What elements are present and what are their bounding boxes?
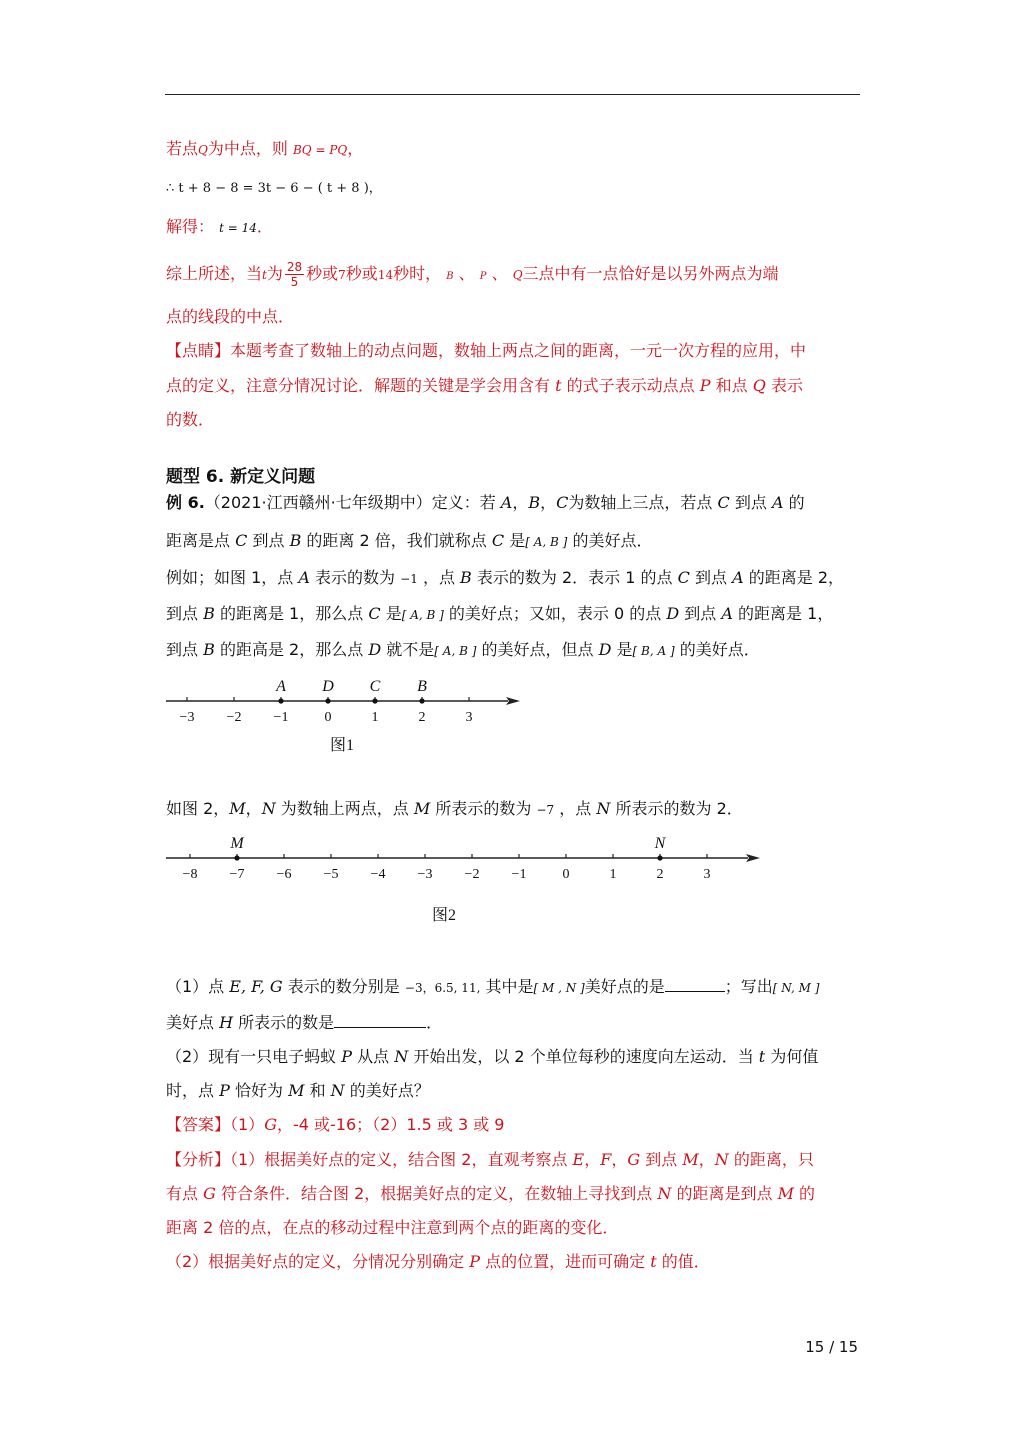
tick-label: −5 (323, 867, 339, 882)
point-d (325, 698, 330, 703)
question-1-line-2: 美好点 H 所表示的数是 ． (166, 1013, 443, 1032)
tick-label: 0 (562, 867, 570, 882)
tick-label: 0 (324, 710, 332, 725)
question-1-line-1: （1）点 E, F, G 表示的数分别是 −3，6.5, 11, 其中是[ M , N ]美好点的是 ；写出[ N, M ] (166, 977, 820, 996)
question-2-line-2: 时，点 P 恰好为 M 和 N 的美好点？ (166, 1081, 430, 1100)
solution-line-4: 综上所述，当t为 $\frac{28}{5}$ 秒或7秒或14秒时， B 、 P 、 Q三点中有一点恰好是以另外两点为端 (166, 260, 779, 289)
analysis-line-2: 有点 G 符合条件．结合图 2，根据美好点的定义，在数轴上寻找到点 N 的距离是到点 M 的 (166, 1184, 816, 1203)
tick-label: −3 (179, 710, 195, 725)
analysis-line-1: 【分析】（1）根据美好点的定义，结合图 2，直观考察点 E，F，G 到点 M，N 的距离，只 (166, 1150, 814, 1169)
tick-label: −4 (370, 867, 386, 882)
solution-equation: ∴ t + 8 − 8 = 3t − 6 − ( t + 8 )， (166, 181, 382, 196)
point-label-d: D (322, 678, 334, 695)
dianjing-line-1: 【点睛】本题考查了数轴上的动点问题，数轴上两点之间的距离，一元一次方程的应用，中 (166, 341, 807, 360)
tick-label: −7 (229, 867, 245, 882)
tick-label: 2 (418, 710, 426, 725)
point-label-m: M (230, 835, 244, 852)
point-label-n: N (654, 835, 666, 852)
header-rule (165, 94, 860, 95)
example-line-3: 例如；如图 1，点 A 表示的数为 −1 ，点 B 表示的数为 2．表示 1 的点 C 到点 A 的距离是 2， (166, 568, 845, 587)
figure-2-caption: 图2 (432, 907, 457, 924)
figure-1-caption: 图1 (330, 737, 355, 754)
point-c (372, 698, 377, 703)
tick-label: −1 (511, 867, 527, 882)
tick-label: 2 (656, 867, 664, 882)
example-line-5: 到点 B 的距高是 2，那么点 D 就不是[ A, B ] 的美好点，但点 D 是[ B, A ] 的美好点． (166, 640, 760, 659)
number-line-figure-2 (160, 830, 770, 890)
question-2-line-1: （2）现有一只电子蚂蚁 P 从点 N 开始出发，以 2 个单位每秒的速度向左运动．当 t 为何值 (166, 1047, 819, 1066)
tick-label: −8 (182, 867, 198, 882)
point-label-c: C (369, 678, 381, 695)
tick-label: −2 (226, 710, 242, 725)
point-a (278, 698, 283, 703)
example-line-4: 到点 B 的距离是 1，那么点 C 是[ A, B ] 的美好点；又如，表示 0 的点 D 到点 A 的距离是 1， (166, 604, 834, 623)
tick-label: 3 (465, 710, 473, 725)
answer-blank-1[interactable] (665, 991, 725, 992)
axis-arrow (746, 854, 760, 862)
dianjing-line-3: 的数． (166, 410, 215, 429)
section-title: 题型 6. 新定义问题 (166, 467, 316, 487)
fraction-28-5: $\frac{28}{5}$ (286, 260, 303, 289)
solution-line-3: 解得： t = 14． (166, 217, 273, 236)
tick-label: −2 (464, 867, 480, 882)
tick-label: −6 (276, 867, 292, 882)
solution-line-1: 若点Q为中点，则 BQ = PQ， (166, 139, 364, 158)
point-label-b: B (417, 678, 427, 695)
axis-arrow (506, 697, 520, 705)
dianjing-line-2: 点的定义，注意分情况讨论．解题的关键是学会用含有 t 的式子表示动点点 P 和点 Q 表示 (166, 376, 803, 395)
analysis-line-3: 距离 2 倍的点，在点的移动过程中注意到两个点的距离的变化． (166, 1218, 619, 1237)
tick-label: −1 (273, 710, 289, 725)
tick-label: 1 (609, 867, 617, 882)
point-label-a: A (276, 678, 286, 695)
answer-line: 【答案】（1）G，-4 或-16；（2）1.5 或 3 或 9 (166, 1115, 505, 1134)
analysis-line-4: （2）根据美好点的定义，分情况分别确定 P 点的位置，进而可确定 t 的值． (166, 1252, 710, 1271)
tick-label: −3 (417, 867, 433, 882)
point-n (657, 855, 662, 860)
point-m (234, 855, 239, 860)
tick-label: 1 (371, 710, 379, 725)
example-line-1: 例 6.（2021·江西赣州·七年级期中）定义：若 A，B，C为数轴上三点，若点 C 到点 A 的 (166, 493, 805, 512)
example-line-2: 距离是点 C 到点 B 的距离 2 倍，我们就称点 C 是[ A, B ] 的美好点． (166, 531, 653, 550)
tick-label: 3 (703, 867, 711, 882)
example-line-6: 如图 2，M，N 为数轴上两点，点 M 所表示的数为 −7 ，点 N 所表示的数为 2． (166, 799, 743, 818)
page-number: 15 / 15 (805, 1338, 858, 1356)
answer-blank-2[interactable] (334, 1027, 426, 1028)
solution-line-5: 点的线段的中点． (166, 307, 295, 326)
point-b (419, 698, 424, 703)
